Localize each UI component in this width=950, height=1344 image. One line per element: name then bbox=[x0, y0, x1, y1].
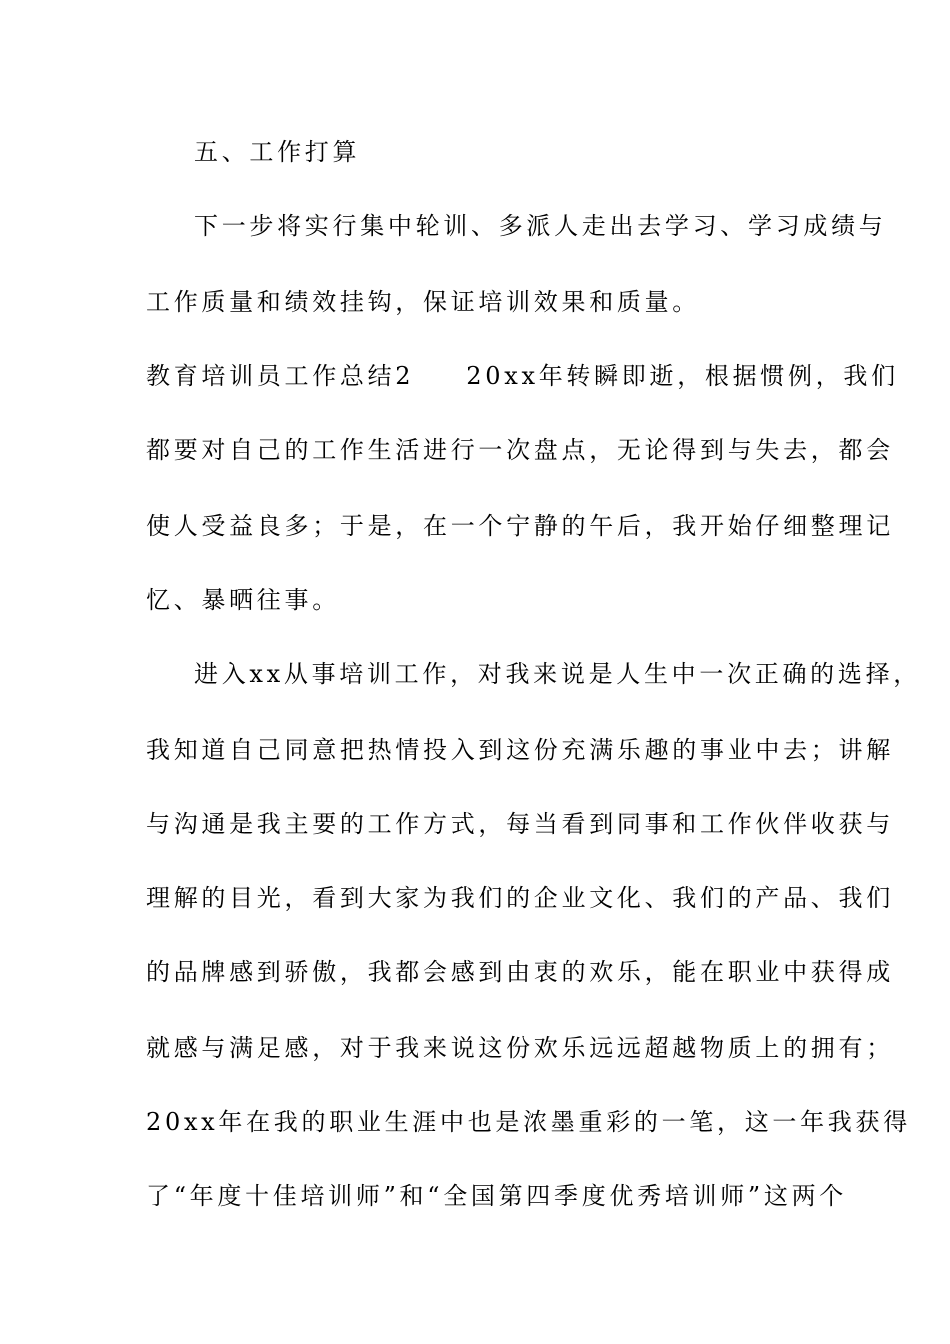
paragraph-line: 下一步将实行集中轮训、多派人走出去学习、学习成绩与 bbox=[194, 212, 887, 240]
document-title: 教育培训员工作总结2 bbox=[146, 362, 415, 390]
paragraph-text: 20xx年转瞬即逝，根据惯例，我们 bbox=[466, 362, 899, 390]
paragraph-line: 工作质量和绩效挂钩，保证培训效果和质量。 bbox=[146, 288, 700, 316]
paragraph-line: 都要对自己的工作生活进行一次盘点，无论得到与失去，都会 bbox=[146, 436, 894, 464]
paragraph-line: 进入xx从事培训工作，对我来说是人生中一次正确的选择， bbox=[194, 660, 921, 688]
paragraph-line: 与沟通是我主要的工作方式，每当看到同事和工作伙伴收获与 bbox=[146, 810, 894, 838]
paragraph-line: 就感与满足感，对于我来说这份欢乐远远超越物质上的拥有； bbox=[146, 1034, 894, 1062]
paragraph-line: 我知道自己同意把热情投入到这份充满乐趣的事业中去；讲解 bbox=[146, 736, 894, 764]
paragraph-line: 20xx年在我的职业生涯中也是浓墨重彩的一笔，这一年我获得 bbox=[146, 1108, 911, 1136]
paragraph-line: 使人受益良多；于是，在一个宁静的午后，我开始仔细整理记 bbox=[146, 512, 894, 540]
paragraph-line: 理解的目光，看到大家为我们的企业文化、我们的产品、我们 bbox=[146, 884, 894, 912]
paragraph-line: 了“年度十佳培训师”和“全国第四季度优秀培训师”这两个 bbox=[146, 1182, 847, 1210]
paragraph-line: 忆、暴晒往事。 bbox=[146, 586, 340, 614]
paragraph-line: 的品牌感到骄傲，我都会感到由衷的欢乐，能在职业中获得成 bbox=[146, 958, 894, 986]
section-heading: 五、工作打算 bbox=[194, 138, 361, 166]
title-line bbox=[146, 356, 899, 396]
